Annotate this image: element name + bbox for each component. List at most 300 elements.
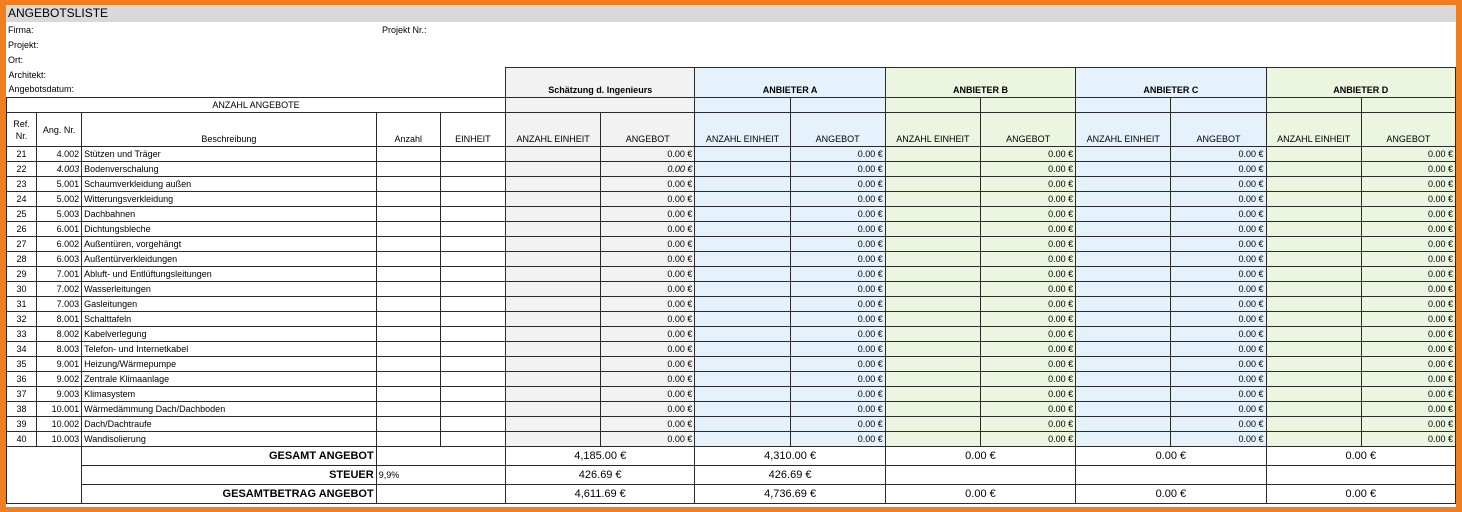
anzahl-cell[interactable] xyxy=(376,312,440,327)
engineer-anzahl-einheit-cell[interactable] xyxy=(506,207,601,222)
description-cell: Wärmedämmung Dach/Dachboden xyxy=(82,402,377,417)
einheit-cell[interactable] xyxy=(440,252,505,267)
anbieter-a-anzahl-einheit-cell[interactable] xyxy=(695,327,790,342)
anzahl-cell[interactable] xyxy=(376,327,440,342)
anbieter-a-anzahl-einheit-cell[interactable] xyxy=(695,252,790,267)
anbieter-a-angebot-cell[interactable]: 0.00 € xyxy=(790,207,885,222)
anbieter-d-angebot-cell[interactable]: 0.00 € xyxy=(1361,297,1455,312)
anbieter-a-gesamt-value: 4,310.00 € xyxy=(695,447,885,466)
total-offer-row xyxy=(7,447,1456,466)
anbieter-d-angebot-cell[interactable]: 0.00 € xyxy=(1361,252,1455,267)
anbieter-b-anzahl-einheit-cell[interactable] xyxy=(885,342,980,357)
anbieter-d-anzahl-einheit-cell[interactable] xyxy=(1266,267,1361,282)
anbieter-b-angebot-cell[interactable]: 0.00 € xyxy=(980,222,1075,237)
description-cell: Dichtungsbleche xyxy=(82,222,377,237)
anbieter-b-angebot-cell[interactable]: 0.00 € xyxy=(980,357,1075,372)
anbieter-a-anzahl-einheit-cell[interactable] xyxy=(695,417,790,432)
anbieter-b-angebot-cell[interactable]: 0.00 € xyxy=(980,402,1075,417)
anbieter-b-anzahl-einheit-cell[interactable] xyxy=(885,312,980,327)
anzahl-cell[interactable] xyxy=(376,147,440,162)
sub-header-anzahl-einheit: ANZAHL EINHEIT xyxy=(885,113,980,147)
anbieter-c-anzahl-einheit-cell[interactable] xyxy=(1076,162,1171,177)
anbieter-a-anzahl-einheit-cell[interactable] xyxy=(695,312,790,327)
grand-total-row xyxy=(7,485,1456,504)
anbieter-b-anzahl-einheit-cell[interactable] xyxy=(885,147,980,162)
anbieter-c-anzahl-einheit-cell[interactable] xyxy=(1076,327,1171,342)
engineer-anzahl-einheit-cell[interactable] xyxy=(506,192,601,207)
anbieter-d-angebot-cell[interactable]: 0.00 € xyxy=(1361,417,1455,432)
anbieter-d-anzahl-einheit-cell[interactable] xyxy=(1266,237,1361,252)
anbieter-c-angebot-cell[interactable]: 0.00 € xyxy=(1171,147,1266,162)
anbieter-a-angebot-cell[interactable]: 0.00 € xyxy=(790,297,885,312)
anbieter-b-angebot-cell[interactable]: 0.00 € xyxy=(980,372,1075,387)
anbieter-d-angebot-cell[interactable]: 0.00 € xyxy=(1361,327,1455,342)
einheit-cell[interactable] xyxy=(440,417,505,432)
anbieter-d-angebot-cell[interactable]: 0.00 € xyxy=(1361,312,1455,327)
engineer-anzahl-einheit-cell[interactable] xyxy=(506,312,601,327)
sub-header-angebot: ANGEBOT xyxy=(980,113,1075,147)
anbieter-c-anzahl-einheit-cell[interactable] xyxy=(1076,207,1171,222)
sub-header-angebot: ANGEBOT xyxy=(1171,113,1266,147)
anbieter-b-anzahl-einheit-cell[interactable] xyxy=(885,327,980,342)
einheit-cell[interactable] xyxy=(440,432,505,447)
description-cell: Heizung/Wärmepumpe xyxy=(82,357,377,372)
anzahl-cell[interactable] xyxy=(376,207,440,222)
anbieter-c-angebot-cell[interactable]: 0.00 € xyxy=(1171,207,1266,222)
anbieter-a-angebot-cell[interactable]: 0.00 € xyxy=(790,432,885,447)
col-header-ref-nr: Ref. Nr. xyxy=(7,113,37,147)
anbieter-d-anzahl-einheit-cell[interactable] xyxy=(1266,417,1361,432)
anbieter-d-anzahl-einheit-cell[interactable] xyxy=(1266,297,1361,312)
anbieter-b-angebot-cell[interactable]: 0.00 € xyxy=(980,267,1075,282)
anbieter-c-anzahl-einheit-cell[interactable] xyxy=(1076,357,1171,372)
anbieter-c-anzahl-einheit-cell[interactable] xyxy=(1076,432,1171,447)
anbieter-a-angebot-cell[interactable]: 0.00 € xyxy=(790,162,885,177)
anbieter-c-angebot-cell[interactable]: 0.00 € xyxy=(1171,327,1266,342)
ref-nr-cell: 37 xyxy=(7,387,37,402)
engineer-angebot-cell[interactable]: 0.00 € xyxy=(601,312,695,327)
anbieter-b-anzahl-einheit-cell[interactable] xyxy=(885,297,980,312)
anbieter-a-angebot-cell[interactable]: 0.00 € xyxy=(790,177,885,192)
anbieter-d-anzahl-einheit-cell[interactable] xyxy=(1266,342,1361,357)
anbieter-a-angebot-cell[interactable]: 0.00 € xyxy=(790,342,885,357)
engineer-angebot-cell[interactable]: 0.00 € xyxy=(601,417,695,432)
engineer-anzahl-einheit-cell[interactable] xyxy=(506,162,601,177)
group-header-anbieter-d: ANBIETER D xyxy=(1266,68,1455,98)
anbieter-a-angebot-cell[interactable]: 0.00 € xyxy=(790,372,885,387)
anbieter-d-anzahl-einheit-cell[interactable] xyxy=(1266,282,1361,297)
anbieter-b-angebot-cell[interactable]: 0.00 € xyxy=(980,207,1075,222)
anbieter-c-angebot-cell[interactable]: 0.00 € xyxy=(1171,342,1266,357)
group-header-anbieter-b: ANBIETER B xyxy=(885,68,1075,98)
anbieter-c-angebot-cell[interactable]: 0.00 € xyxy=(1171,357,1266,372)
engineer-steuer-value: 426.69 € xyxy=(506,466,695,485)
sub-header-angebot: ANGEBOT xyxy=(790,113,885,147)
engineer-angebot-cell[interactable]: 0.00 € xyxy=(601,402,695,417)
engineer-angebot-cell[interactable]: 0.00 € xyxy=(601,177,695,192)
engineer-anzahl-einheit-cell[interactable] xyxy=(506,297,601,312)
anzahl-cell[interactable] xyxy=(376,342,440,357)
anbieter-b-anzahl-einheit-cell[interactable] xyxy=(885,162,980,177)
description-cell: Witterungsverkleidung xyxy=(82,192,377,207)
description-cell: Wasserleitungen xyxy=(82,282,377,297)
anbieter-c-angebot-cell[interactable]: 0.00 € xyxy=(1171,237,1266,252)
anbieter-c-angebot-cell[interactable]: 0.00 € xyxy=(1171,222,1266,237)
anbieter-c-anzahl-einheit-cell[interactable] xyxy=(1076,297,1171,312)
ref-nr-cell: 33 xyxy=(7,327,37,342)
engineer-angebot-cell[interactable]: 0.00 € xyxy=(601,357,695,372)
col-header-einheit: EINHEIT xyxy=(440,113,505,147)
anbieter-a-angebot-cell[interactable]: 0.00 € xyxy=(790,192,885,207)
anbieter-c-anzahl-einheit-cell[interactable] xyxy=(1076,177,1171,192)
anbieter-b-anzahl-einheit-cell[interactable] xyxy=(885,252,980,267)
engineer-angebot-cell[interactable]: 0.00 € xyxy=(601,342,695,357)
anbieter-b-anzahl-einheit-cell[interactable] xyxy=(885,357,980,372)
anbieter-d-angebot-cell[interactable]: 0.00 € xyxy=(1361,387,1455,402)
table-row xyxy=(7,372,1456,387)
anbieter-b-angebot-cell[interactable]: 0.00 € xyxy=(980,177,1075,192)
anbieter-d-anzahl-einheit-cell[interactable] xyxy=(1266,177,1361,192)
anbieter-d-anzahl-einheit-cell[interactable] xyxy=(1266,192,1361,207)
einheit-cell[interactable] xyxy=(440,237,505,252)
anbieter-a-angebot-cell[interactable]: 0.00 € xyxy=(790,327,885,342)
engineer-angebot-cell[interactable]: 0.00 € xyxy=(601,267,695,282)
anbieter-c-angebot-cell[interactable]: 0.00 € xyxy=(1171,432,1266,447)
description-cell: Wandisolierung xyxy=(82,432,377,447)
tax-row-label: STEUER xyxy=(82,466,377,485)
anbieter-a-anzahl-einheit-cell[interactable] xyxy=(695,282,790,297)
anzahl-cell[interactable] xyxy=(376,297,440,312)
anbieter-c-angebot-cell[interactable]: 0.00 € xyxy=(1171,312,1266,327)
anbieter-d-anzahl-einheit-cell[interactable] xyxy=(1266,222,1361,237)
ang-nr-cell: 10.003 xyxy=(37,432,82,447)
engineer-angebot-cell[interactable]: 0.00 € xyxy=(601,327,695,342)
description-cell: Zentrale Klimaanlage xyxy=(82,372,377,387)
anbieter-b-anzahl-einheit-cell[interactable] xyxy=(885,222,980,237)
engineer-anzahl-einheit-cell[interactable] xyxy=(506,342,601,357)
engineer-anzahl-einheit-cell[interactable] xyxy=(506,267,601,282)
anzahl-cell[interactable] xyxy=(376,267,440,282)
anbieter-b-anzahl-einheit-cell[interactable] xyxy=(885,267,980,282)
anbieter-a-anzahl-einheit-cell[interactable] xyxy=(695,402,790,417)
anbieter-a-anzahl-einheit-cell[interactable] xyxy=(695,222,790,237)
einheit-cell[interactable] xyxy=(440,387,505,402)
anzahl-cell[interactable] xyxy=(376,417,440,432)
anbieter-c-anzahl-einheit-cell[interactable] xyxy=(1076,222,1171,237)
label-ort: Ort: xyxy=(8,55,23,65)
anbieter-d-angebot-cell[interactable]: 0.00 € xyxy=(1361,177,1455,192)
anbieter-b-gesamt-value: 0.00 € xyxy=(885,447,1075,466)
anbieter-d-anzahl-einheit-cell[interactable] xyxy=(1266,327,1361,342)
anbieter-b-anzahl-einheit-cell[interactable] xyxy=(885,282,980,297)
engineer-anzahl-einheit-cell[interactable] xyxy=(506,327,601,342)
anbieter-b-angebot-cell[interactable]: 0.00 € xyxy=(980,432,1075,447)
anbieter-d-anzahl-einheit-cell[interactable] xyxy=(1266,252,1361,267)
anbieter-a-anzahl-einheit-cell[interactable] xyxy=(695,192,790,207)
anbieter-d-angebot-cell[interactable]: 0.00 € xyxy=(1361,402,1455,417)
anbieter-b-anzahl-einheit-cell[interactable] xyxy=(885,372,980,387)
anbieter-c-angebot-cell[interactable]: 0.00 € xyxy=(1171,402,1266,417)
einheit-cell[interactable] xyxy=(440,372,505,387)
anbieter-c-anzahl-einheit-cell[interactable] xyxy=(1076,387,1171,402)
description-cell: Telefon- und Internetkabel xyxy=(82,342,377,357)
anbieter-c-angebot-cell[interactable]: 0.00 € xyxy=(1171,177,1266,192)
anbieter-a-anzahl-einheit-cell[interactable] xyxy=(695,297,790,312)
anbieter-d-angebot-cell[interactable]: 0.00 € xyxy=(1361,357,1455,372)
anbieter-b-angebot-cell[interactable]: 0.00 € xyxy=(980,237,1075,252)
anbieter-a-anzahl-einheit-cell[interactable] xyxy=(695,342,790,357)
anbieter-d-angebot-cell[interactable]: 0.00 € xyxy=(1361,162,1455,177)
anbieter-b-angebot-cell[interactable]: 0.00 € xyxy=(980,312,1075,327)
anbieter-d-anzahl-einheit-cell[interactable] xyxy=(1266,402,1361,417)
einheit-cell[interactable] xyxy=(440,357,505,372)
engineer-anzahl-einheit-cell[interactable] xyxy=(506,252,601,267)
anbieter-b-angebot-cell[interactable]: 0.00 € xyxy=(980,282,1075,297)
anbieter-c-angebot-cell[interactable]: 0.00 € xyxy=(1171,387,1266,402)
anzahl-angebote-header: ANZAHL ANGEBOTE xyxy=(7,98,506,113)
engineer-anzahl-einheit-cell[interactable] xyxy=(506,282,601,297)
anbieter-c-angebot-cell[interactable]: 0.00 € xyxy=(1171,417,1266,432)
anbieter-c-anzahl-einheit-cell[interactable] xyxy=(1076,417,1171,432)
anbieter-a-angebot-cell[interactable]: 0.00 € xyxy=(790,252,885,267)
anbieter-c-anzahl-einheit-cell[interactable] xyxy=(1076,282,1171,297)
description-cell: Außentüren, vorgehängt xyxy=(82,237,377,252)
anzahl-cell[interactable] xyxy=(376,432,440,447)
anbieter-c-angebot-cell[interactable]: 0.00 € xyxy=(1171,297,1266,312)
anbieter-c-angebot-cell[interactable]: 0.00 € xyxy=(1171,267,1266,282)
anzahl-cell[interactable] xyxy=(376,252,440,267)
anzahl-cell[interactable] xyxy=(376,282,440,297)
group-header-anbieter-c: ANBIETER C xyxy=(1076,68,1266,98)
anbieter-b-angebot-cell[interactable]: 0.00 € xyxy=(980,387,1075,402)
anbieter-d-angebot-cell[interactable]: 0.00 € xyxy=(1361,282,1455,297)
table-row xyxy=(7,222,1456,237)
einheit-cell[interactable] xyxy=(440,312,505,327)
engineer-anzahl-einheit-cell[interactable] xyxy=(506,177,601,192)
engineer-anzahl-einheit-cell[interactable] xyxy=(506,237,601,252)
anzahl-cell[interactable] xyxy=(376,357,440,372)
anbieter-b-anzahl-einheit-cell[interactable] xyxy=(885,387,980,402)
anzahl-cell[interactable] xyxy=(376,372,440,387)
anbieter-a-anzahl-einheit-cell[interactable] xyxy=(695,387,790,402)
engineer-anzahl-einheit-cell[interactable] xyxy=(506,372,601,387)
anbieter-a-angebot-cell[interactable]: 0.00 € xyxy=(790,387,885,402)
anbieter-c-angebot-cell[interactable]: 0.00 € xyxy=(1171,282,1266,297)
label-projekt: Projekt: xyxy=(8,40,39,50)
totals-spacer xyxy=(7,447,82,466)
anbieter-b-angebot-cell[interactable]: 0.00 € xyxy=(980,342,1075,357)
anbieter-d-anzahl-einheit-cell[interactable] xyxy=(1266,372,1361,387)
anbieter-d-angebot-cell[interactable]: 0.00 € xyxy=(1361,432,1455,447)
table-row xyxy=(7,297,1456,312)
anbieter-c-anzahl-einheit-cell[interactable] xyxy=(1076,372,1171,387)
table-row xyxy=(7,327,1456,342)
anbieter-d-angebot-cell[interactable]: 0.00 € xyxy=(1361,372,1455,387)
anbieter-c-anzahl-einheit-cell[interactable] xyxy=(1076,252,1171,267)
ang-nr-cell: 8.003 xyxy=(37,342,82,357)
anbieter-d-anzahl-einheit-cell[interactable] xyxy=(1266,432,1361,447)
label-projekt-nr: Projekt Nr.: xyxy=(382,25,427,35)
anbieter-a-angebot-cell[interactable]: 0.00 € xyxy=(790,267,885,282)
ref-nr-cell: 30 xyxy=(7,282,37,297)
anbieter-c-anzahl-einheit-cell[interactable] xyxy=(1076,147,1171,162)
ang-nr-cell: 7.003 xyxy=(37,297,82,312)
anbieter-a-angebot-cell[interactable]: 0.00 € xyxy=(790,147,885,162)
engineer-angebot-cell[interactable]: 0.00 € xyxy=(601,147,695,162)
anbieter-a-angebot-cell[interactable]: 0.00 € xyxy=(790,417,885,432)
engineer-anzahl-einheit-cell[interactable] xyxy=(506,417,601,432)
anbieter-b-angebot-cell[interactable]: 0.00 € xyxy=(980,192,1075,207)
einheit-cell[interactable] xyxy=(440,162,505,177)
table-row xyxy=(7,207,1456,222)
engineer-anzahl-einheit-cell[interactable] xyxy=(506,432,601,447)
anzahl-cell[interactable] xyxy=(376,237,440,252)
anbieter-d-angebot-cell[interactable]: 0.00 € xyxy=(1361,147,1455,162)
einheit-cell[interactable] xyxy=(440,402,505,417)
einheit-cell[interactable] xyxy=(440,327,505,342)
engineer-angebot-cell[interactable]: 0.00 € xyxy=(601,162,695,177)
col-header-anzahl: Anzahl xyxy=(376,113,440,147)
anbieter-c-angebot-cell[interactable]: 0.00 € xyxy=(1171,372,1266,387)
description-cell: Dachbahnen xyxy=(82,207,377,222)
einheit-cell[interactable] xyxy=(440,177,505,192)
anzahl-cell[interactable] xyxy=(376,222,440,237)
anzahl-cell[interactable] xyxy=(376,192,440,207)
anbieter-c-anzahl-einheit-cell[interactable] xyxy=(1076,312,1171,327)
anbieter-a-anzahl-einheit-cell[interactable] xyxy=(695,162,790,177)
totals-empty xyxy=(376,447,505,466)
anbieter-a-angebot-cell[interactable]: 0.00 € xyxy=(790,402,885,417)
anbieter-b-angebot-cell[interactable]: 0.00 € xyxy=(980,297,1075,312)
engineer-angebot-cell[interactable]: 0.00 € xyxy=(601,252,695,267)
anbieter-c-anzahl-einheit-cell[interactable] xyxy=(1076,237,1171,252)
engineer-angebot-cell[interactable]: 0.00 € xyxy=(601,387,695,402)
anbieter-b-angebot-cell[interactable]: 0.00 € xyxy=(980,417,1075,432)
einheit-cell[interactable] xyxy=(440,147,505,162)
anbieter-b-gesamtbetrag-value: 0.00 € xyxy=(885,485,1075,504)
anbieter-a-angebot-cell[interactable]: 0.00 € xyxy=(790,222,885,237)
anbieter-d-anzahl-einheit-cell[interactable] xyxy=(1266,147,1361,162)
ref-nr-cell: 21 xyxy=(7,147,37,162)
anbieter-b-angebot-cell[interactable]: 0.00 € xyxy=(980,147,1075,162)
einheit-cell[interactable] xyxy=(440,192,505,207)
anzahl-cell[interactable] xyxy=(376,387,440,402)
anbieter-a-anzahl-einheit-cell[interactable] xyxy=(695,207,790,222)
anbieter-d-angebot-cell[interactable]: 0.00 € xyxy=(1361,192,1455,207)
anbieter-a-anzahl-einheit-cell[interactable] xyxy=(695,372,790,387)
engineer-anzahl-einheit-cell[interactable] xyxy=(506,402,601,417)
anbieter-d-anzahl-einheit-cell[interactable] xyxy=(1266,387,1361,402)
anbieter-b-angebot-cell[interactable]: 0.00 € xyxy=(980,162,1075,177)
anzahl-cell[interactable] xyxy=(376,162,440,177)
anbieter-b-anzahl-einheit-cell[interactable] xyxy=(885,432,980,447)
anbieter-c-anzahl-einheit-cell[interactable] xyxy=(1076,402,1171,417)
anbieter-a-anzahl-einheit-cell[interactable] xyxy=(695,237,790,252)
anbieter-b-anzahl-einheit-cell[interactable] xyxy=(885,207,980,222)
anbieter-b-anzahl-einheit-cell[interactable] xyxy=(885,237,980,252)
anbieter-b-angebot-cell[interactable]: 0.00 € xyxy=(980,327,1075,342)
engineer-anzahl-einheit-cell[interactable] xyxy=(506,147,601,162)
anbieter-b-anzahl-einheit-cell[interactable] xyxy=(885,402,980,417)
einheit-cell[interactable] xyxy=(440,207,505,222)
engineer-angebot-cell[interactable]: 0.00 € xyxy=(601,432,695,447)
anbieter-d-anzahl-einheit-cell[interactable] xyxy=(1266,357,1361,372)
anbieter-c-angebot-cell[interactable]: 0.00 € xyxy=(1171,192,1266,207)
engineer-angebot-cell[interactable]: 0.00 € xyxy=(601,282,695,297)
engineer-angebot-cell[interactable]: 0.00 € xyxy=(601,237,695,252)
einheit-cell[interactable] xyxy=(440,267,505,282)
engineer-anzahl-einheit-cell[interactable] xyxy=(506,222,601,237)
anbieter-d-angebot-cell[interactable]: 0.00 € xyxy=(1361,342,1455,357)
ang-nr-cell: 7.001 xyxy=(37,267,82,282)
einheit-cell[interactable] xyxy=(440,297,505,312)
anbieter-d-anzahl-einheit-cell[interactable] xyxy=(1266,312,1361,327)
anbieter-b-angebot-cell[interactable]: 0.00 € xyxy=(980,252,1075,267)
description-cell: Außentürverkleidungen xyxy=(82,252,377,267)
anbieter-a-anzahl-einheit-cell[interactable] xyxy=(695,147,790,162)
anbieter-c-angebot-cell[interactable]: 0.00 € xyxy=(1171,162,1266,177)
anbieter-a-anzahl-einheit-cell[interactable] xyxy=(695,177,790,192)
table-row xyxy=(7,387,1456,402)
anbieter-d-steuer-value xyxy=(1266,466,1455,485)
anbieter-b-anzahl-einheit-cell[interactable] xyxy=(885,177,980,192)
ang-nr-cell: 8.001 xyxy=(37,312,82,327)
engineer-angebot-cell[interactable]: 0.00 € xyxy=(601,207,695,222)
anbieter-a-angebot-cell[interactable]: 0.00 € xyxy=(790,237,885,252)
anzahl-cell[interactable] xyxy=(376,177,440,192)
anbieter-d-angebot-cell[interactable]: 0.00 € xyxy=(1361,267,1455,282)
engineer-anzahl-einheit-cell[interactable] xyxy=(506,387,601,402)
engineer-angebot-cell[interactable]: 0.00 € xyxy=(601,222,695,237)
anbieter-a-anzahl-einheit-cell[interactable] xyxy=(695,432,790,447)
anbieter-d-angebot-cell[interactable]: 0.00 € xyxy=(1361,237,1455,252)
einheit-cell[interactable] xyxy=(440,282,505,297)
engineer-angebot-cell[interactable]: 0.00 € xyxy=(601,192,695,207)
table-row xyxy=(7,357,1456,372)
anbieter-a-angebot-cell[interactable]: 0.00 € xyxy=(790,312,885,327)
ref-nr-cell: 38 xyxy=(7,402,37,417)
anbieter-d-angebot-cell[interactable]: 0.00 € xyxy=(1361,207,1455,222)
spreadsheet-sheet xyxy=(6,5,1456,507)
anbieter-c-anzahl-einheit-cell[interactable] xyxy=(1076,342,1171,357)
anbieter-c-anzahl-einheit-cell[interactable] xyxy=(1076,192,1171,207)
anbieter-a-anzahl-einheit-cell[interactable] xyxy=(695,357,790,372)
offer-table xyxy=(6,67,1456,504)
anzahl-cell[interactable] xyxy=(376,402,440,417)
einheit-cell[interactable] xyxy=(440,222,505,237)
engineer-gesamt-value: 4,185.00 € xyxy=(506,447,695,466)
table-row xyxy=(7,312,1456,327)
anbieter-a-angebot-cell[interactable]: 0.00 € xyxy=(790,357,885,372)
anbieter-b-anzahl-einheit-cell[interactable] xyxy=(885,417,980,432)
engineer-angebot-cell[interactable]: 0.00 € xyxy=(601,372,695,387)
einheit-cell[interactable] xyxy=(440,342,505,357)
ang-nr-cell: 9.003 xyxy=(37,387,82,402)
anbieter-c-anzahl-einheit-cell[interactable] xyxy=(1076,267,1171,282)
anbieter-c-angebot-cell[interactable]: 0.00 € xyxy=(1171,252,1266,267)
anbieter-a-angebot-cell[interactable]: 0.00 € xyxy=(790,282,885,297)
anbieter-d-anzahl-einheit-cell[interactable] xyxy=(1266,162,1361,177)
engineer-angebot-cell[interactable]: 0.00 € xyxy=(601,297,695,312)
anbieter-b-anzahl-einheit-cell[interactable] xyxy=(885,192,980,207)
ang-nr-cell: 6.002 xyxy=(37,237,82,252)
anbieter-d-anzahl-einheit-cell[interactable] xyxy=(1266,207,1361,222)
tax-row xyxy=(7,466,1456,485)
anbieter-d-angebot-cell[interactable]: 0.00 € xyxy=(1361,222,1455,237)
ref-nr-cell: 31 xyxy=(7,297,37,312)
engineer-anzahl-einheit-cell[interactable] xyxy=(506,357,601,372)
anbieter-a-anzahl-einheit-cell[interactable] xyxy=(695,267,790,282)
